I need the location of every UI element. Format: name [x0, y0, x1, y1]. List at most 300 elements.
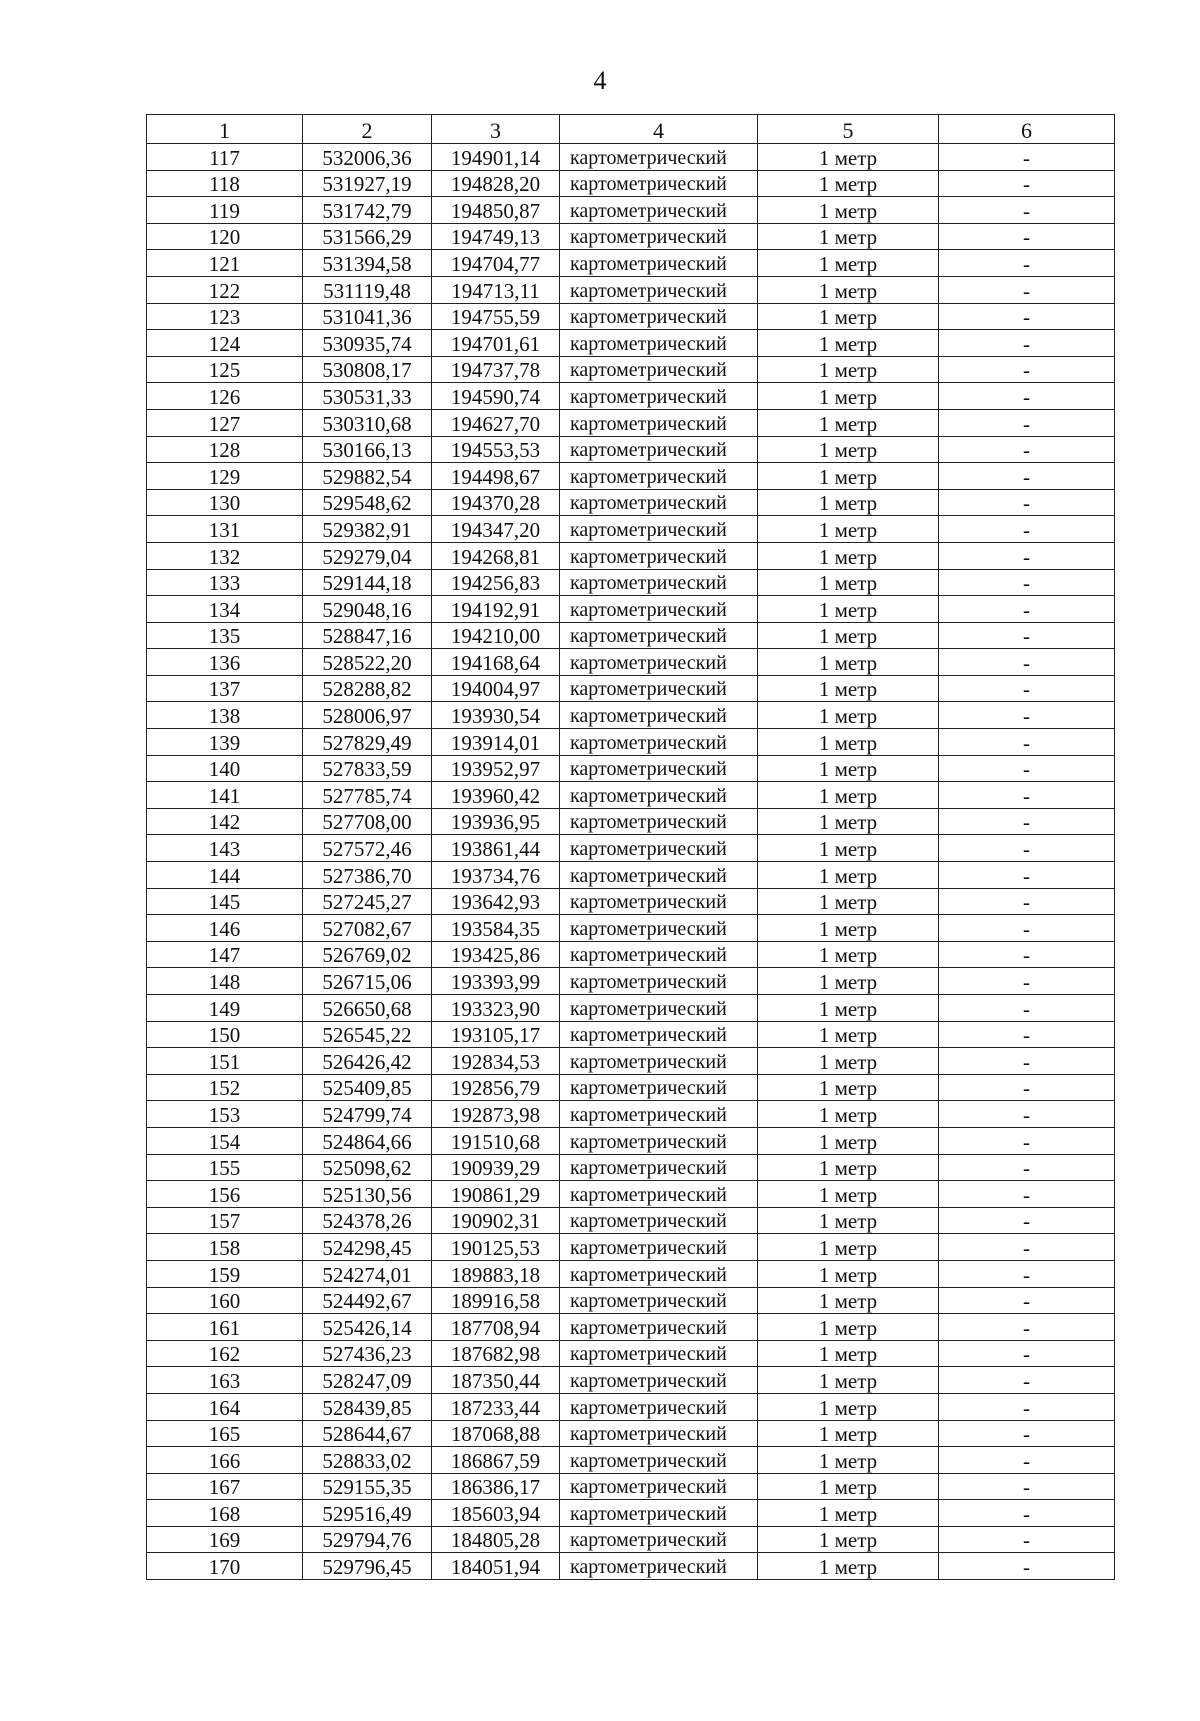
- note-cell: -: [939, 516, 1115, 543]
- x-coordinate-cell: 532006,36: [303, 144, 432, 171]
- accuracy-cell: 1 метр: [758, 888, 939, 915]
- table-row: [147, 250, 1115, 277]
- y-coordinate-cell: 187708,94: [432, 1314, 560, 1341]
- x-coordinate-cell: 529794,76: [303, 1526, 432, 1553]
- point-number-cell: 130: [147, 489, 303, 516]
- y-coordinate-cell: 187350,44: [432, 1367, 560, 1394]
- y-coordinate-cell: 190902,31: [432, 1207, 560, 1234]
- note-cell: -: [939, 1340, 1115, 1367]
- method-cell: картометрический: [560, 1048, 758, 1075]
- table-row: [147, 330, 1115, 357]
- method-cell: картометрический: [560, 1393, 758, 1420]
- y-coordinate-cell: 192856,79: [432, 1074, 560, 1101]
- note-cell: -: [939, 649, 1115, 676]
- method-cell: картометрический: [560, 197, 758, 224]
- method-cell: картометрический: [560, 1367, 758, 1394]
- accuracy-cell: 1 метр: [758, 1287, 939, 1314]
- point-number-cell: 134: [147, 596, 303, 623]
- table-row: [147, 383, 1115, 410]
- point-number-cell: 117: [147, 144, 303, 171]
- method-cell: картометрический: [560, 1127, 758, 1154]
- table-row: [147, 1181, 1115, 1208]
- point-number-cell: 140: [147, 755, 303, 782]
- point-number-cell: 164: [147, 1393, 303, 1420]
- y-coordinate-cell: 194210,00: [432, 622, 560, 649]
- x-coordinate-cell: 529548,62: [303, 489, 432, 516]
- note-cell: -: [939, 1393, 1115, 1420]
- y-coordinate-cell: 186867,59: [432, 1447, 560, 1474]
- column-header-4: 4: [560, 115, 758, 144]
- y-coordinate-cell: 193960,42: [432, 782, 560, 809]
- y-coordinate-cell: 193914,01: [432, 729, 560, 756]
- method-cell: картометрический: [560, 1314, 758, 1341]
- x-coordinate-cell: 525130,56: [303, 1181, 432, 1208]
- x-coordinate-cell: 526426,42: [303, 1048, 432, 1075]
- point-number-cell: 150: [147, 1021, 303, 1048]
- x-coordinate-cell: 529382,91: [303, 516, 432, 543]
- method-cell: картометрический: [560, 489, 758, 516]
- y-coordinate-cell: 190861,29: [432, 1181, 560, 1208]
- note-cell: -: [939, 1101, 1115, 1128]
- accuracy-cell: 1 метр: [758, 755, 939, 782]
- method-cell: картометрический: [560, 1500, 758, 1527]
- accuracy-cell: 1 метр: [758, 1207, 939, 1234]
- y-coordinate-cell: 193936,95: [432, 808, 560, 835]
- note-cell: -: [939, 1447, 1115, 1474]
- note-cell: -: [939, 303, 1115, 330]
- method-cell: картометрический: [560, 516, 758, 543]
- note-cell: -: [939, 436, 1115, 463]
- y-coordinate-cell: 187068,88: [432, 1420, 560, 1447]
- x-coordinate-cell: 525426,14: [303, 1314, 432, 1341]
- method-cell: картометрический: [560, 675, 758, 702]
- y-coordinate-cell: 194901,14: [432, 144, 560, 171]
- accuracy-cell: 1 метр: [758, 1127, 939, 1154]
- y-coordinate-cell: 192873,98: [432, 1101, 560, 1128]
- y-coordinate-cell: 193105,17: [432, 1021, 560, 1048]
- y-coordinate-cell: 187233,44: [432, 1393, 560, 1420]
- method-cell: картометрический: [560, 330, 758, 357]
- point-number-cell: 162: [147, 1340, 303, 1367]
- table-row: [147, 915, 1115, 942]
- point-number-cell: 122: [147, 276, 303, 303]
- y-coordinate-cell: 194347,20: [432, 516, 560, 543]
- method-cell: картометрический: [560, 436, 758, 463]
- y-coordinate-cell: 193861,44: [432, 835, 560, 862]
- note-cell: -: [939, 808, 1115, 835]
- y-coordinate-cell: 194755,59: [432, 303, 560, 330]
- point-number-cell: 141: [147, 782, 303, 809]
- accuracy-cell: 1 метр: [758, 1314, 939, 1341]
- note-cell: -: [939, 542, 1115, 569]
- point-number-cell: 152: [147, 1074, 303, 1101]
- method-cell: картометрический: [560, 808, 758, 835]
- point-number-cell: 120: [147, 223, 303, 250]
- point-number-cell: 165: [147, 1420, 303, 1447]
- table-row: [147, 463, 1115, 490]
- accuracy-cell: 1 метр: [758, 1154, 939, 1181]
- method-cell: картометрический: [560, 1021, 758, 1048]
- note-cell: -: [939, 170, 1115, 197]
- x-coordinate-cell: 528247,09: [303, 1367, 432, 1394]
- point-number-cell: 133: [147, 569, 303, 596]
- x-coordinate-cell: 526545,22: [303, 1021, 432, 1048]
- method-cell: картометрический: [560, 729, 758, 756]
- table-row: [147, 303, 1115, 330]
- y-coordinate-cell: 184051,94: [432, 1553, 560, 1580]
- note-cell: -: [939, 888, 1115, 915]
- table-row: [147, 1154, 1115, 1181]
- table-row: [147, 1101, 1115, 1128]
- y-coordinate-cell: 194713,11: [432, 276, 560, 303]
- x-coordinate-cell: 526650,68: [303, 995, 432, 1022]
- y-coordinate-cell: 194828,20: [432, 170, 560, 197]
- y-coordinate-cell: 194192,91: [432, 596, 560, 623]
- method-cell: картометрический: [560, 463, 758, 490]
- accuracy-cell: 1 метр: [758, 383, 939, 410]
- method-cell: картометрический: [560, 1553, 758, 1580]
- table-row: [147, 1287, 1115, 1314]
- table-row: [147, 1420, 1115, 1447]
- point-number-cell: 119: [147, 197, 303, 224]
- point-number-cell: 153: [147, 1101, 303, 1128]
- accuracy-cell: 1 метр: [758, 675, 939, 702]
- point-number-cell: 157: [147, 1207, 303, 1234]
- method-cell: картометрический: [560, 622, 758, 649]
- y-coordinate-cell: 193425,86: [432, 941, 560, 968]
- y-coordinate-cell: 193323,90: [432, 995, 560, 1022]
- y-coordinate-cell: 189883,18: [432, 1260, 560, 1287]
- method-cell: картометрический: [560, 1340, 758, 1367]
- x-coordinate-cell: 524378,26: [303, 1207, 432, 1234]
- column-header-1: 1: [147, 115, 303, 144]
- note-cell: -: [939, 1287, 1115, 1314]
- table-row: [147, 1367, 1115, 1394]
- point-number-cell: 170: [147, 1553, 303, 1580]
- x-coordinate-cell: 527785,74: [303, 782, 432, 809]
- method-cell: картометрический: [560, 596, 758, 623]
- point-number-cell: 131: [147, 516, 303, 543]
- note-cell: -: [939, 1234, 1115, 1261]
- note-cell: -: [939, 1074, 1115, 1101]
- x-coordinate-cell: 525098,62: [303, 1154, 432, 1181]
- table-row: [147, 596, 1115, 623]
- y-coordinate-cell: 187682,98: [432, 1340, 560, 1367]
- y-coordinate-cell: 194498,67: [432, 463, 560, 490]
- accuracy-cell: 1 метр: [758, 250, 939, 277]
- table-row: [147, 835, 1115, 862]
- point-number-cell: 135: [147, 622, 303, 649]
- y-coordinate-cell: 189916,58: [432, 1287, 560, 1314]
- table-row: [147, 649, 1115, 676]
- method-cell: картометрический: [560, 569, 758, 596]
- point-number-cell: 143: [147, 835, 303, 862]
- accuracy-cell: 1 метр: [758, 170, 939, 197]
- accuracy-cell: 1 метр: [758, 516, 939, 543]
- note-cell: -: [939, 250, 1115, 277]
- x-coordinate-cell: 530310,68: [303, 409, 432, 436]
- accuracy-cell: 1 метр: [758, 1393, 939, 1420]
- point-number-cell: 159: [147, 1260, 303, 1287]
- point-number-cell: 127: [147, 409, 303, 436]
- accuracy-cell: 1 метр: [758, 197, 939, 224]
- x-coordinate-cell: 524799,74: [303, 1101, 432, 1128]
- table-row: [147, 1526, 1115, 1553]
- method-cell: картометрический: [560, 782, 758, 809]
- accuracy-cell: 1 метр: [758, 649, 939, 676]
- note-cell: -: [939, 1473, 1115, 1500]
- accuracy-cell: 1 метр: [758, 968, 939, 995]
- y-coordinate-cell: 194553,53: [432, 436, 560, 463]
- note-cell: -: [939, 835, 1115, 862]
- y-coordinate-cell: 193930,54: [432, 702, 560, 729]
- y-coordinate-cell: 194737,78: [432, 356, 560, 383]
- accuracy-cell: 1 метр: [758, 782, 939, 809]
- accuracy-cell: 1 метр: [758, 1473, 939, 1500]
- x-coordinate-cell: 528644,67: [303, 1420, 432, 1447]
- table-row: [147, 1021, 1115, 1048]
- point-number-cell: 126: [147, 383, 303, 410]
- table-row: [147, 968, 1115, 995]
- note-cell: -: [939, 755, 1115, 782]
- y-coordinate-cell: 185603,94: [432, 1500, 560, 1527]
- point-number-cell: 161: [147, 1314, 303, 1341]
- point-number-cell: 132: [147, 542, 303, 569]
- point-number-cell: 148: [147, 968, 303, 995]
- method-cell: картометрический: [560, 1473, 758, 1500]
- table-row: [147, 675, 1115, 702]
- x-coordinate-cell: 530166,13: [303, 436, 432, 463]
- accuracy-cell: 1 метр: [758, 569, 939, 596]
- table-row: [147, 755, 1115, 782]
- point-number-cell: 145: [147, 888, 303, 915]
- x-coordinate-cell: 524864,66: [303, 1127, 432, 1154]
- point-number-cell: 167: [147, 1473, 303, 1500]
- coordinates-table: [146, 114, 1115, 1580]
- point-number-cell: 166: [147, 1447, 303, 1474]
- point-number-cell: 158: [147, 1234, 303, 1261]
- y-coordinate-cell: 194704,77: [432, 250, 560, 277]
- x-coordinate-cell: 531742,79: [303, 197, 432, 224]
- point-number-cell: 160: [147, 1287, 303, 1314]
- note-cell: -: [939, 968, 1115, 995]
- accuracy-cell: 1 метр: [758, 1074, 939, 1101]
- point-number-cell: 129: [147, 463, 303, 490]
- accuracy-cell: 1 метр: [758, 463, 939, 490]
- accuracy-cell: 1 метр: [758, 835, 939, 862]
- method-cell: картометрический: [560, 835, 758, 862]
- point-number-cell: 168: [147, 1500, 303, 1527]
- table-row: [147, 1074, 1115, 1101]
- x-coordinate-cell: 528833,02: [303, 1447, 432, 1474]
- accuracy-cell: 1 метр: [758, 1553, 939, 1580]
- note-cell: -: [939, 622, 1115, 649]
- x-coordinate-cell: 531927,19: [303, 170, 432, 197]
- note-cell: -: [939, 383, 1115, 410]
- x-coordinate-cell: 524298,45: [303, 1234, 432, 1261]
- x-coordinate-cell: 529516,49: [303, 1500, 432, 1527]
- method-cell: картометрический: [560, 915, 758, 942]
- accuracy-cell: 1 метр: [758, 1048, 939, 1075]
- table-row: [147, 197, 1115, 224]
- method-cell: картометрический: [560, 1234, 758, 1261]
- point-number-cell: 154: [147, 1127, 303, 1154]
- table-row: [147, 223, 1115, 250]
- x-coordinate-cell: 527708,00: [303, 808, 432, 835]
- method-cell: картометрический: [560, 1207, 758, 1234]
- accuracy-cell: 1 метр: [758, 1340, 939, 1367]
- y-coordinate-cell: 194004,97: [432, 675, 560, 702]
- method-cell: картометрический: [560, 1260, 758, 1287]
- y-coordinate-cell: 194701,61: [432, 330, 560, 357]
- method-cell: картометрический: [560, 1154, 758, 1181]
- table-body: [147, 144, 1115, 1580]
- x-coordinate-cell: 527386,70: [303, 862, 432, 889]
- method-cell: картометрический: [560, 1074, 758, 1101]
- accuracy-cell: 1 метр: [758, 729, 939, 756]
- y-coordinate-cell: 190939,29: [432, 1154, 560, 1181]
- note-cell: -: [939, 995, 1115, 1022]
- y-coordinate-cell: 194749,13: [432, 223, 560, 250]
- method-cell: картометрический: [560, 995, 758, 1022]
- table-row: [147, 516, 1115, 543]
- y-coordinate-cell: 186386,17: [432, 1473, 560, 1500]
- accuracy-cell: 1 метр: [758, 542, 939, 569]
- column-header-3: 3: [432, 115, 560, 144]
- note-cell: -: [939, 729, 1115, 756]
- point-number-cell: 128: [147, 436, 303, 463]
- method-cell: картометрический: [560, 276, 758, 303]
- x-coordinate-cell: 528847,16: [303, 622, 432, 649]
- note-cell: -: [939, 675, 1115, 702]
- accuracy-cell: 1 метр: [758, 144, 939, 171]
- accuracy-cell: 1 метр: [758, 330, 939, 357]
- note-cell: -: [939, 862, 1115, 889]
- x-coordinate-cell: 528006,97: [303, 702, 432, 729]
- method-cell: картометрический: [560, 223, 758, 250]
- note-cell: -: [939, 596, 1115, 623]
- y-coordinate-cell: 193734,76: [432, 862, 560, 889]
- note-cell: -: [939, 1127, 1115, 1154]
- note-cell: -: [939, 409, 1115, 436]
- method-cell: картометрический: [560, 303, 758, 330]
- table-row: [147, 1473, 1115, 1500]
- y-coordinate-cell: 191510,68: [432, 1127, 560, 1154]
- table-row: [147, 1553, 1115, 1580]
- point-number-cell: 163: [147, 1367, 303, 1394]
- accuracy-cell: 1 метр: [758, 303, 939, 330]
- x-coordinate-cell: 524274,01: [303, 1260, 432, 1287]
- accuracy-cell: 1 метр: [758, 1234, 939, 1261]
- x-coordinate-cell: 527245,27: [303, 888, 432, 915]
- table-row: [147, 542, 1115, 569]
- method-cell: картометрический: [560, 1287, 758, 1314]
- table-row: [147, 409, 1115, 436]
- x-coordinate-cell: 529796,45: [303, 1553, 432, 1580]
- x-coordinate-cell: 530808,17: [303, 356, 432, 383]
- y-coordinate-cell: 194627,70: [432, 409, 560, 436]
- table-row: [147, 1048, 1115, 1075]
- x-coordinate-cell: 527829,49: [303, 729, 432, 756]
- table-row: [147, 729, 1115, 756]
- method-cell: картометрический: [560, 1420, 758, 1447]
- method-cell: картометрический: [560, 968, 758, 995]
- note-cell: -: [939, 569, 1115, 596]
- accuracy-cell: 1 метр: [758, 409, 939, 436]
- table-row: [147, 1393, 1115, 1420]
- x-coordinate-cell: 527833,59: [303, 755, 432, 782]
- y-coordinate-cell: 184805,28: [432, 1526, 560, 1553]
- x-coordinate-cell: 530935,74: [303, 330, 432, 357]
- note-cell: -: [939, 1553, 1115, 1580]
- method-cell: картометрический: [560, 941, 758, 968]
- note-cell: -: [939, 463, 1115, 490]
- point-number-cell: 147: [147, 941, 303, 968]
- note-cell: -: [939, 144, 1115, 171]
- point-number-cell: 121: [147, 250, 303, 277]
- table-row: [147, 569, 1115, 596]
- x-coordinate-cell: 531119,48: [303, 276, 432, 303]
- table-row: [147, 489, 1115, 516]
- point-number-cell: 169: [147, 1526, 303, 1553]
- accuracy-cell: 1 метр: [758, 596, 939, 623]
- point-number-cell: 139: [147, 729, 303, 756]
- table-row: [147, 941, 1115, 968]
- x-coordinate-cell: 527572,46: [303, 835, 432, 862]
- y-coordinate-cell: 190125,53: [432, 1234, 560, 1261]
- y-coordinate-cell: 194590,74: [432, 383, 560, 410]
- note-cell: -: [939, 356, 1115, 383]
- x-coordinate-cell: 529144,18: [303, 569, 432, 596]
- note-cell: -: [939, 1021, 1115, 1048]
- table-row: [147, 356, 1115, 383]
- table-row: [147, 1207, 1115, 1234]
- table-row: [147, 436, 1115, 463]
- point-number-cell: 136: [147, 649, 303, 676]
- y-coordinate-cell: 194268,81: [432, 542, 560, 569]
- point-number-cell: 138: [147, 702, 303, 729]
- y-coordinate-cell: 194168,64: [432, 649, 560, 676]
- point-number-cell: 123: [147, 303, 303, 330]
- table-row: [147, 782, 1115, 809]
- x-coordinate-cell: 524492,67: [303, 1287, 432, 1314]
- note-cell: -: [939, 1367, 1115, 1394]
- table-row: [147, 1500, 1115, 1527]
- accuracy-cell: 1 метр: [758, 995, 939, 1022]
- accuracy-cell: 1 метр: [758, 915, 939, 942]
- point-number-cell: 149: [147, 995, 303, 1022]
- x-coordinate-cell: 528522,20: [303, 649, 432, 676]
- accuracy-cell: 1 метр: [758, 436, 939, 463]
- table-row: [147, 144, 1115, 171]
- note-cell: -: [939, 1260, 1115, 1287]
- x-coordinate-cell: 525409,85: [303, 1074, 432, 1101]
- table-row: [147, 808, 1115, 835]
- method-cell: картометрический: [560, 1447, 758, 1474]
- method-cell: картометрический: [560, 250, 758, 277]
- y-coordinate-cell: 193393,99: [432, 968, 560, 995]
- point-number-cell: 124: [147, 330, 303, 357]
- accuracy-cell: 1 метр: [758, 622, 939, 649]
- table-row: [147, 1340, 1115, 1367]
- accuracy-cell: 1 метр: [758, 1021, 939, 1048]
- note-cell: -: [939, 1048, 1115, 1075]
- method-cell: картометрический: [560, 649, 758, 676]
- method-cell: картометрический: [560, 356, 758, 383]
- accuracy-cell: 1 метр: [758, 1447, 939, 1474]
- x-coordinate-cell: 529155,35: [303, 1473, 432, 1500]
- table-row: [147, 888, 1115, 915]
